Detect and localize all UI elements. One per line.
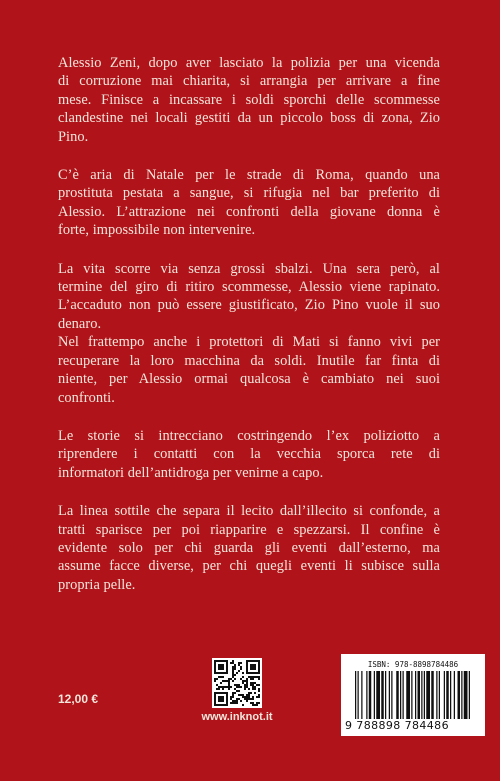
synopsis-line: propria pelle.: [58, 576, 136, 593]
barcode-bars-icon: [355, 671, 473, 723]
synopsis-line: C’è aria di Natale per le strade di Roma, quando una: [58, 167, 440, 184]
synopsis-line: Nel frattempo anche i protettori di Mati si fanno vivi per: [58, 334, 440, 351]
synopsis-paragraph: [58, 260, 440, 407]
synopsis-line: riprendere i contatti con la vecchia sporca rete di: [58, 446, 440, 463]
synopsis-line: Alessio Zeni, dopo aver lasciato la polizia per una vicenda: [58, 55, 440, 71]
synopsis-line: L’accaduto non può essere giustificato, Zio Pino vuole il suo: [58, 297, 440, 314]
synopsis-paragraph: [58, 427, 440, 482]
isbn-barcode: [341, 654, 485, 736]
synopsis-line: mese. Finisce a incassare i soldi sporchi delle scommesse: [58, 91, 440, 108]
publisher-website: www.inknot.it: [201, 711, 273, 723]
synopsis-line: denaro.: [58, 315, 102, 332]
synopsis-line: clandestine nei locali gestiti da un piccolo boss di zona, Zio: [58, 110, 440, 127]
ean-digits: 9 788898 784486: [345, 719, 449, 732]
synopsis-line: prostituta pestata a sangue, si rifugia nel bar preferito di: [58, 185, 440, 202]
synopsis-line: La linea sottile che separa il lecito dall’illecito si confonde, a: [58, 503, 440, 520]
qr-code-icon: [212, 658, 262, 708]
synopsis-line: tratti sparisce per poi riapparire e spezzarsi. Il confine è: [58, 521, 440, 538]
synopsis-line: evidente solo per chi guarda gli eventi dall’esterno, ma: [58, 539, 440, 556]
synopsis-line: Alessio. L’attrazione nei confronti della giovane donna è: [58, 203, 440, 220]
synopsis-line: La vita scorre via senza grossi sbalzi. Una sera però, al: [58, 260, 440, 277]
synopsis-paragraph: [58, 166, 440, 240]
synopsis-line: recuperare la loro macchina da soldi. Inutile far finta di: [58, 352, 440, 369]
synopsis-line: niente, per Alessio ormai qualcosa è cambiato nei suoi: [58, 371, 440, 388]
synopsis-line: forte, impossibile non intervenire.: [58, 222, 256, 239]
synopsis-line: termine del giro di ritiro scommesse, Alessio viene rapinato.: [58, 279, 440, 296]
synopsis-line: confronti.: [58, 389, 115, 406]
synopsis-line: Pino.: [58, 128, 89, 145]
synopsis-paragraph: [58, 54, 440, 146]
isbn-label: ISBN: 978-8898784486: [367, 660, 459, 669]
price: 12,00 €: [58, 692, 99, 706]
synopsis: [58, 54, 440, 614]
synopsis-line: Le storie si intrecciano costringendo l’ex poliziotto a: [58, 427, 440, 444]
synopsis-line: assume facce diverse, per chi quegli eventi li subisce sulla: [58, 558, 440, 575]
synopsis-line: informatori dell’antidroga per venirne a capo.: [58, 464, 324, 481]
synopsis-line: di corruzione mai chiarita, si arrangia per arrivare a fine: [58, 73, 440, 90]
synopsis-paragraph: [58, 502, 440, 594]
